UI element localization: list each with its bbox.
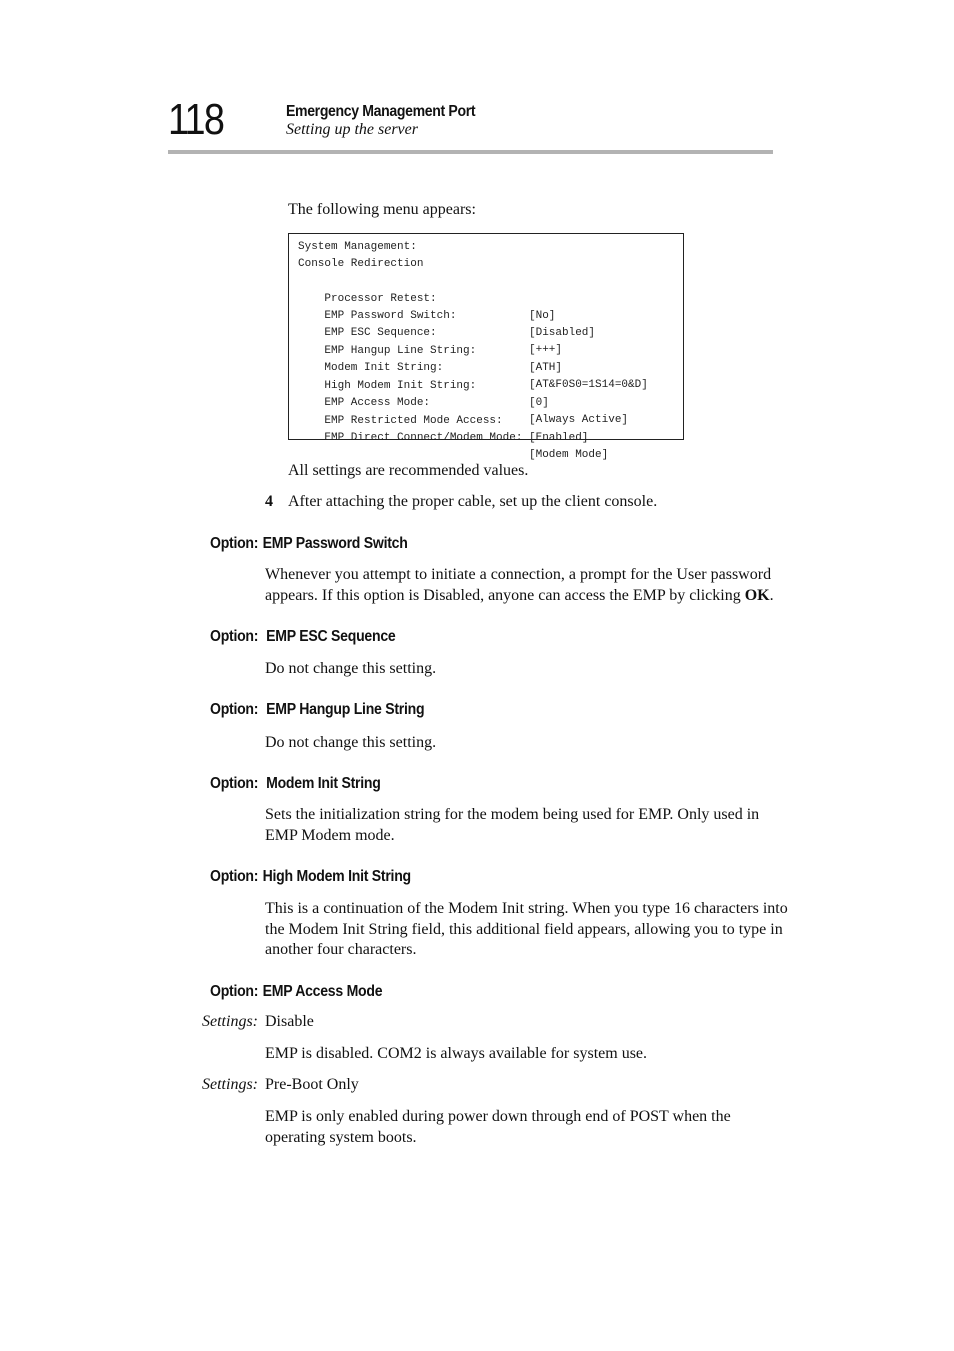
settings-label: Settings: [202,1076,258,1093]
option-description: Do not change this setting. [265,734,437,751]
menu-row-value: [Enabled] [529,432,589,444]
menu-row-label: EMP Direct Connect/Modem Mode: [324,432,523,444]
ok-button-reference: OK [744,586,770,604]
page-number: 118 [168,95,224,144]
option-name: EMP Hangup Line String [266,701,425,718]
menu-row-value: [No] [529,310,556,322]
option-prefix: Option: [210,983,259,1000]
settings-label: Settings: [202,1013,258,1030]
menu-row-label: Processor Retest: [324,293,437,305]
menu-row-label: EMP Access Mode: [324,397,431,409]
settings-description: EMP is only enabled during power down through end of POST when the operating system boots. [265,1108,731,1146]
option-name: High Modem Init String [262,868,411,885]
menu-row-label: Modem Init String: [324,362,444,374]
option-name: EMP Password Switch [262,535,408,552]
option-body: Whenever you attempt to initiate a connection, a prompt for the User password appears. If this option is Disabled, anyone can access the EMP by clicking [265,566,772,604]
settings-description: EMP is disabled. COM2 is always available for system use. [265,1045,648,1062]
section-title: Setting up the server [286,121,418,138]
option-description: This is a continuation of the Modem Init string. When you type 16 characters into the Modem Init String field, this additional field appears, allowing you to type in another four characters. [265,900,788,958]
step-number: 4 [265,493,273,510]
option-prefix: Option: [210,701,259,718]
intro-text: The following menu appears: [288,201,476,218]
option-heading [210,868,411,886]
settings-value: Disable [265,1013,314,1030]
menu-row-label: High Modem Init String: [324,380,477,392]
option-heading [210,775,381,793]
menu-row-value: [0] [529,397,549,409]
menu-row-value: [Modem Mode] [529,449,609,461]
option-name: Modem Init String [266,775,381,792]
option-name: EMP Access Mode [262,983,383,1000]
option-body-end: . [769,586,774,604]
option-prefix: Option: [210,535,259,552]
option-description: Do not change this setting. [265,660,437,677]
menu-row-label: EMP Hangup Line String: [324,345,477,357]
menu-row-label: EMP Password Switch: [324,310,457,322]
option-prefix: Option: [210,868,259,885]
settings-value: Pre-Boot Only [265,1076,359,1093]
option-description: Sets the initialization string for the modem being used for EMP. Only used in EMP Modem mode. [265,806,760,844]
menu-row-value: [Always Active] [529,414,629,426]
menu-row-value: [ATH] [529,362,563,374]
menu-row-value: [AT&F0S0=1S14=0&D] [529,379,648,391]
option-heading [210,628,395,646]
option-heading [210,701,424,719]
menu-row-value: [Disabled] [529,327,596,339]
option-heading [210,983,382,1001]
menu-title-line: System Management: [298,241,417,253]
step-text: After attaching the proper cable, set up the client console. [288,493,658,510]
header-divider [168,150,773,154]
menu-row-value: [+++] [529,344,563,356]
option-heading [210,535,408,553]
menu-title-line: Console Redirection [298,258,424,270]
recommended-note: All settings are recommended values. [288,462,529,479]
option-description [265,565,790,606]
option-prefix: Option: [210,628,259,645]
console-menu-box [288,233,684,461]
chapter-title: Emergency Management Port [286,103,476,120]
menu-row-label: EMP Restricted Mode Access: [324,415,503,427]
option-prefix: Option: [210,775,259,792]
option-name: EMP ESC Sequence [266,628,396,645]
menu-row-label: EMP ESC Sequence: [324,327,437,339]
